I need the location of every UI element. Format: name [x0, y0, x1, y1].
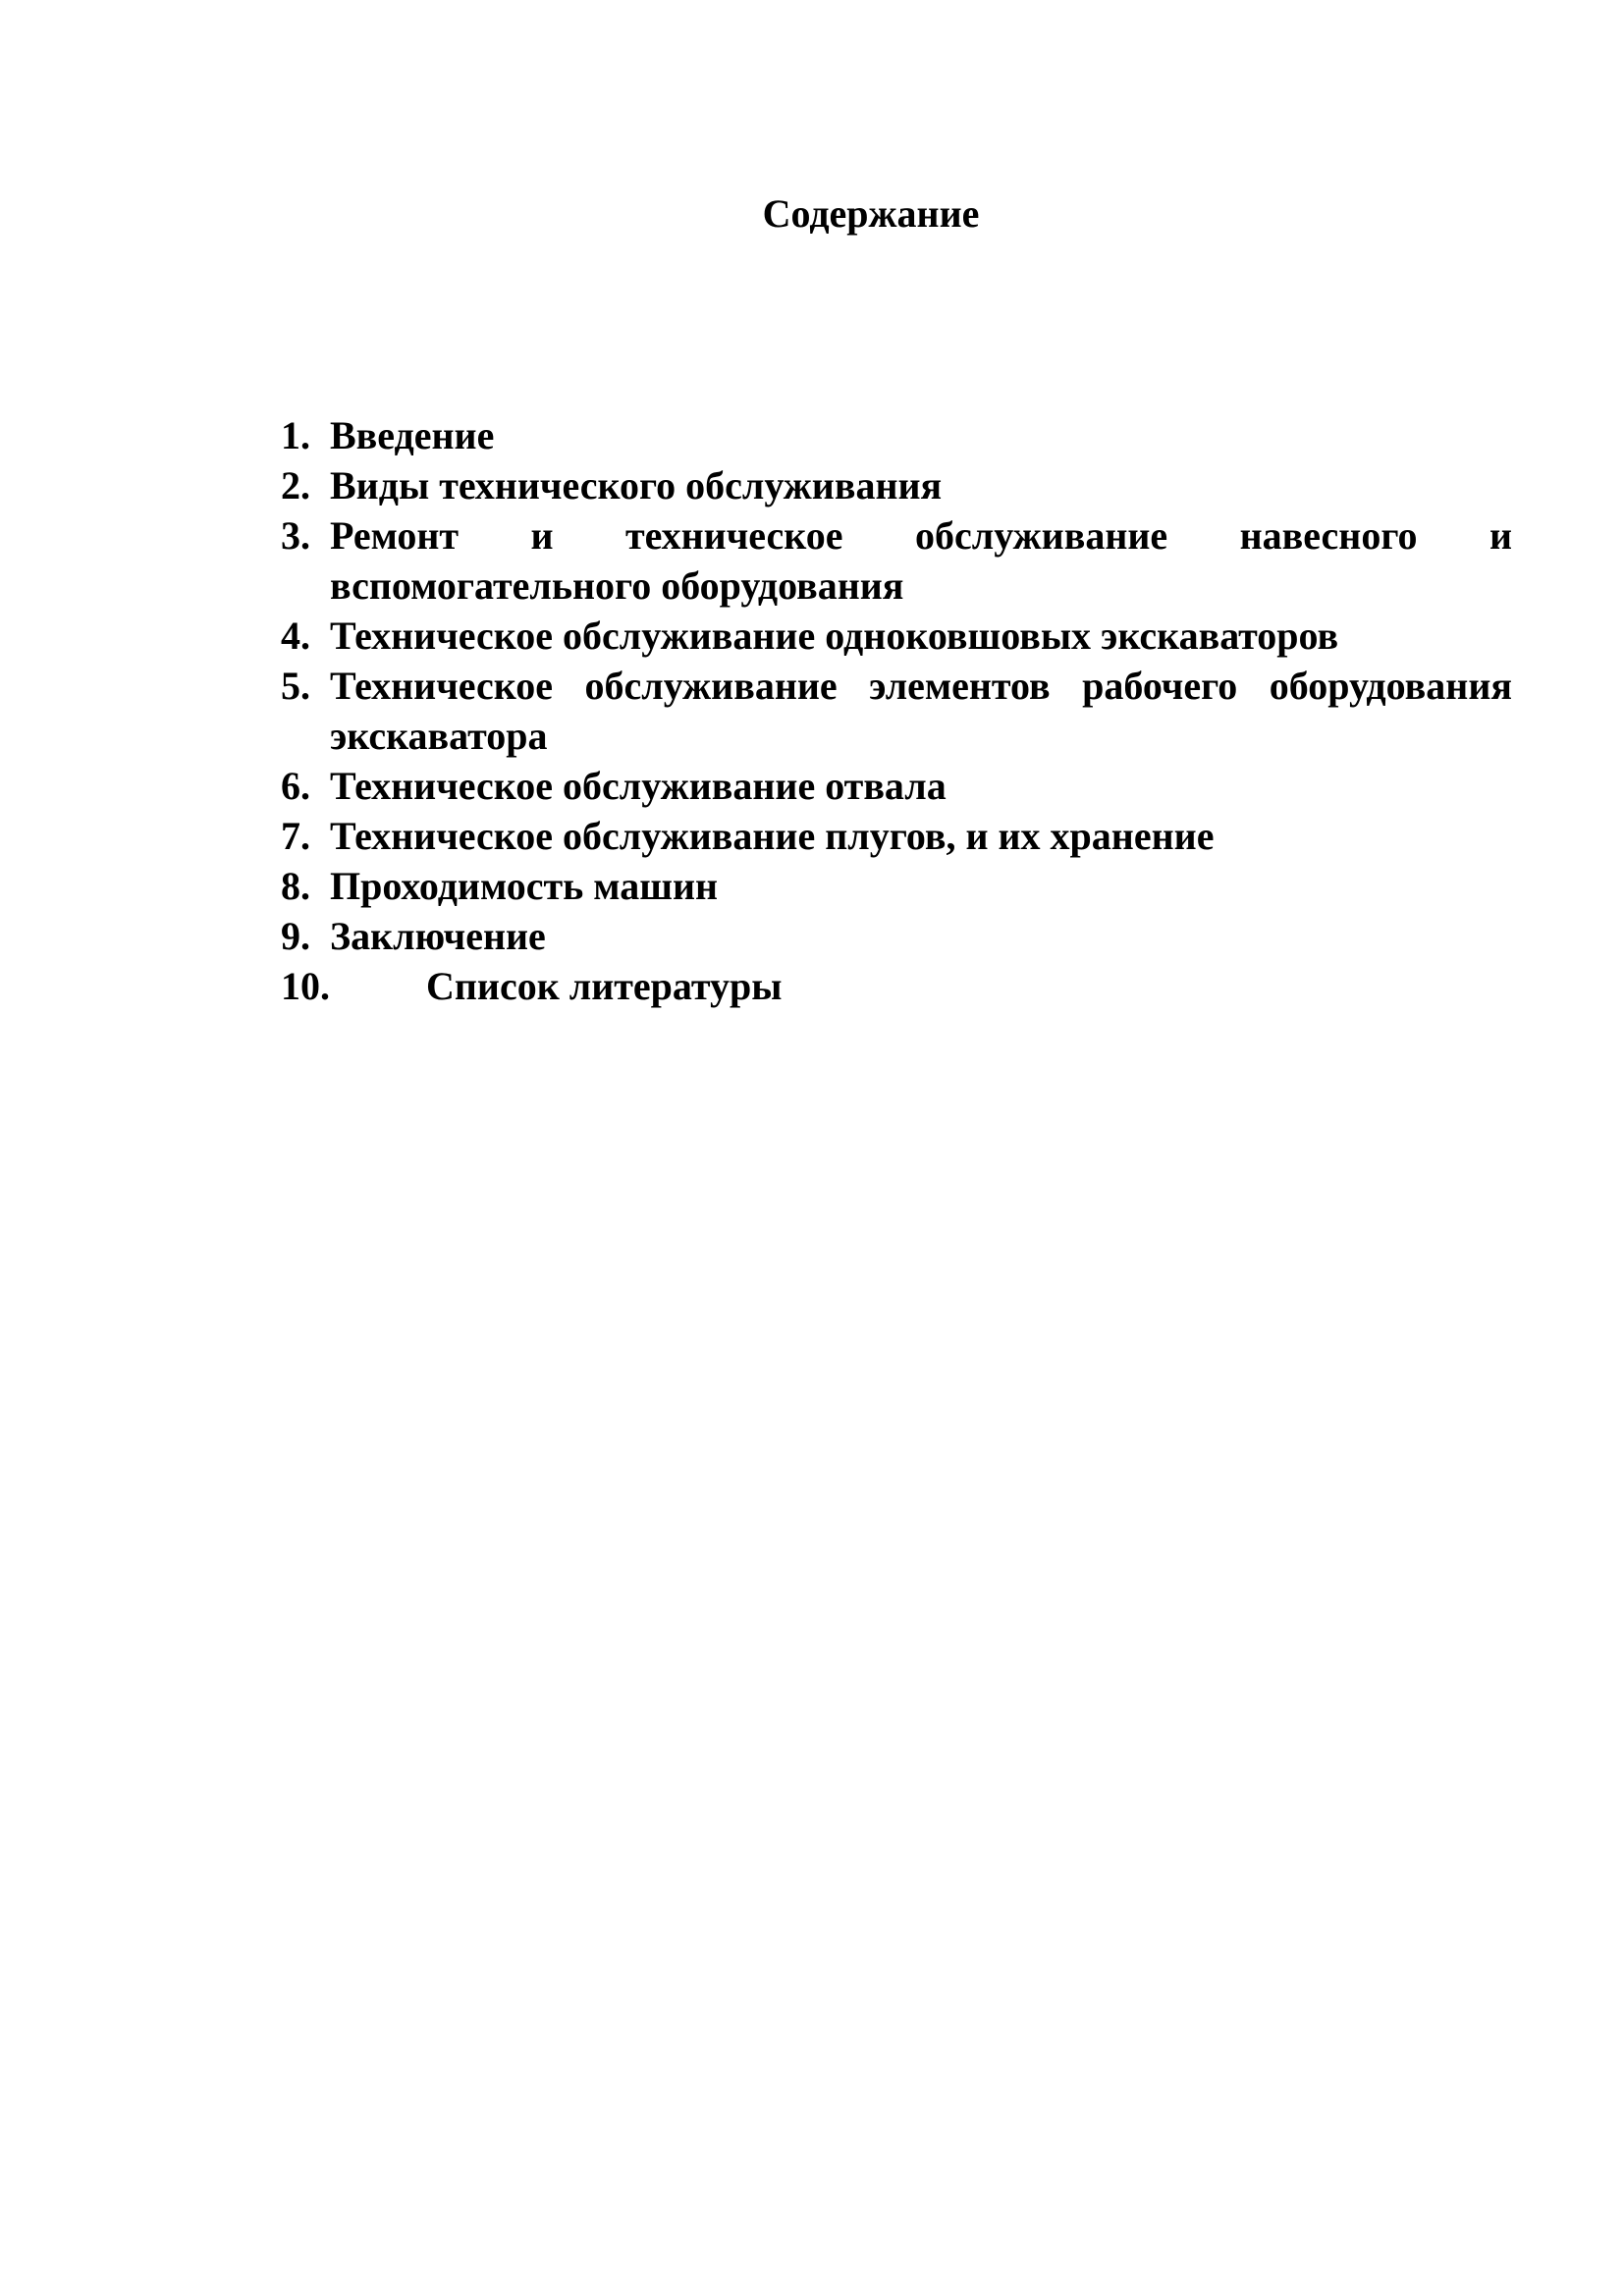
toc-item-8 [281, 861, 1512, 911]
toc-item-number: 10. [281, 964, 330, 1008]
toc-item-6 [281, 761, 1512, 811]
toc-item-text: Техническое обслуживание плугов, и их хранение [330, 814, 1215, 858]
toc-item-7 [281, 811, 1512, 861]
toc-item-5 [281, 661, 1512, 761]
toc-item-2 [281, 460, 1512, 510]
toc-item-text: Проходимость машин [330, 864, 719, 908]
toc-item-number: 5. [281, 664, 310, 708]
toc-item-1 [281, 410, 1512, 460]
toc-item-number: 2. [281, 463, 310, 507]
toc-item-text: Заключение [330, 914, 546, 958]
toc-item-text: Введение [330, 413, 495, 457]
toc-item-text: Список литературы [426, 964, 783, 1008]
toc-item-text: Техническое обслуживание отвала [330, 764, 947, 808]
toc-item-number: 6. [281, 764, 310, 808]
toc-item-text: Техническое обслуживание одноковшовых экскаваторов [330, 614, 1339, 658]
toc-item-number: 7. [281, 814, 310, 858]
toc-item-4 [281, 611, 1512, 661]
toc-item-3 [281, 510, 1512, 611]
toc-item-text: Техническое обслуживание элементов рабочего оборудования экскаватора [330, 664, 1512, 758]
toc-item-10 [281, 961, 1512, 1011]
toc-item-text: Ремонт и техническое обслуживание навесного и вспомогательного оборудования [330, 513, 1512, 608]
table-of-contents [281, 410, 1512, 1011]
page-title: Содержание [762, 191, 980, 236]
toc-item-number: 1. [281, 413, 310, 457]
toc-item-number: 4. [281, 614, 310, 658]
toc-item-text: Виды технического обслуживания [330, 463, 943, 507]
toc-item-number: 3. [281, 513, 310, 558]
toc-item-number: 9. [281, 914, 310, 958]
toc-item-number: 8. [281, 864, 310, 908]
toc-item-9 [281, 911, 1512, 961]
